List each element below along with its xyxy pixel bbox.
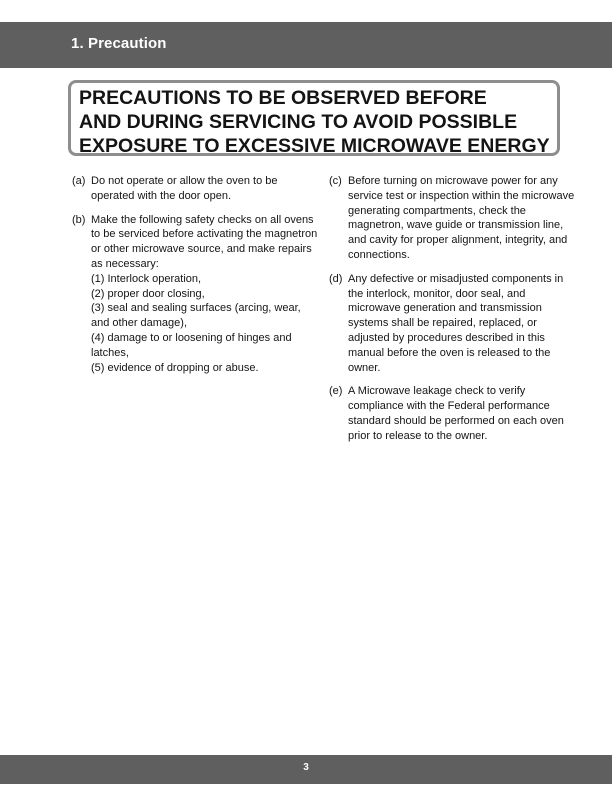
- section-title: 1. Precaution: [71, 35, 167, 52]
- left-column: [72, 174, 320, 375]
- warning-line-1: PRECAUTIONS TO BE OBSERVED BEFORE: [79, 87, 487, 109]
- item-marker: (c): [329, 175, 342, 187]
- item-text: Do not operate or allow the oven to be operated with the door open.: [91, 175, 278, 202]
- item-marker: (e): [329, 385, 343, 398]
- list-item-b: [72, 213, 320, 272]
- item-text: Make the following safety checks on all ovens to be serviced before activating the magnetron or other microwave source, and make repairs as necessary:: [91, 213, 318, 270]
- list-item-c: [329, 174, 579, 263]
- item-marker: (b): [72, 213, 86, 226]
- sub-item-5: (5) evidence of dropping or abuse.: [91, 361, 259, 374]
- sub-list: [72, 272, 320, 376]
- list-item-d: [329, 272, 579, 376]
- item-marker: (a): [72, 175, 86, 187]
- sub-item-3: (3) seal and sealing surfaces (arcing, wear, and other damage),: [91, 302, 301, 330]
- warning-line-2: AND DURING SERVICING TO AVOID POSSIBLE: [79, 111, 518, 133]
- item-marker: (d): [329, 272, 343, 285]
- warning-line-3: EXPOSURE TO EXCESSIVE MICROWAVE ENERGY: [79, 135, 550, 157]
- item-text: Any defective or misadjusted components in the interlock, monitor, door seal, and microwave generation and transmission systems shall be repaired, replaced, or adjusted by procedures described in this manual before the oven is released to the owner.: [348, 272, 564, 374]
- item-text: A Microwave leakage check to verify compliance with the Federal performance standard should be performed on each oven prior to release to the owner.: [348, 385, 564, 442]
- list-item-e: [329, 384, 579, 443]
- sub-item-4: (4) damage to or loosening of hinges and latches,: [91, 331, 292, 359]
- list-item-a: [72, 174, 320, 204]
- sub-item-2: (2) proper door closing,: [91, 287, 205, 300]
- item-text: Before turning on microwave power for any service test or inspection within the microwave generating compartments, check the magnetron, wave guide or transmission line, and cavity for proper alignment, integrity, and connections.: [348, 175, 575, 261]
- page-number: 3: [303, 762, 309, 773]
- right-column: [329, 174, 579, 444]
- sub-item-1: (1) Interlock operation,: [91, 272, 202, 285]
